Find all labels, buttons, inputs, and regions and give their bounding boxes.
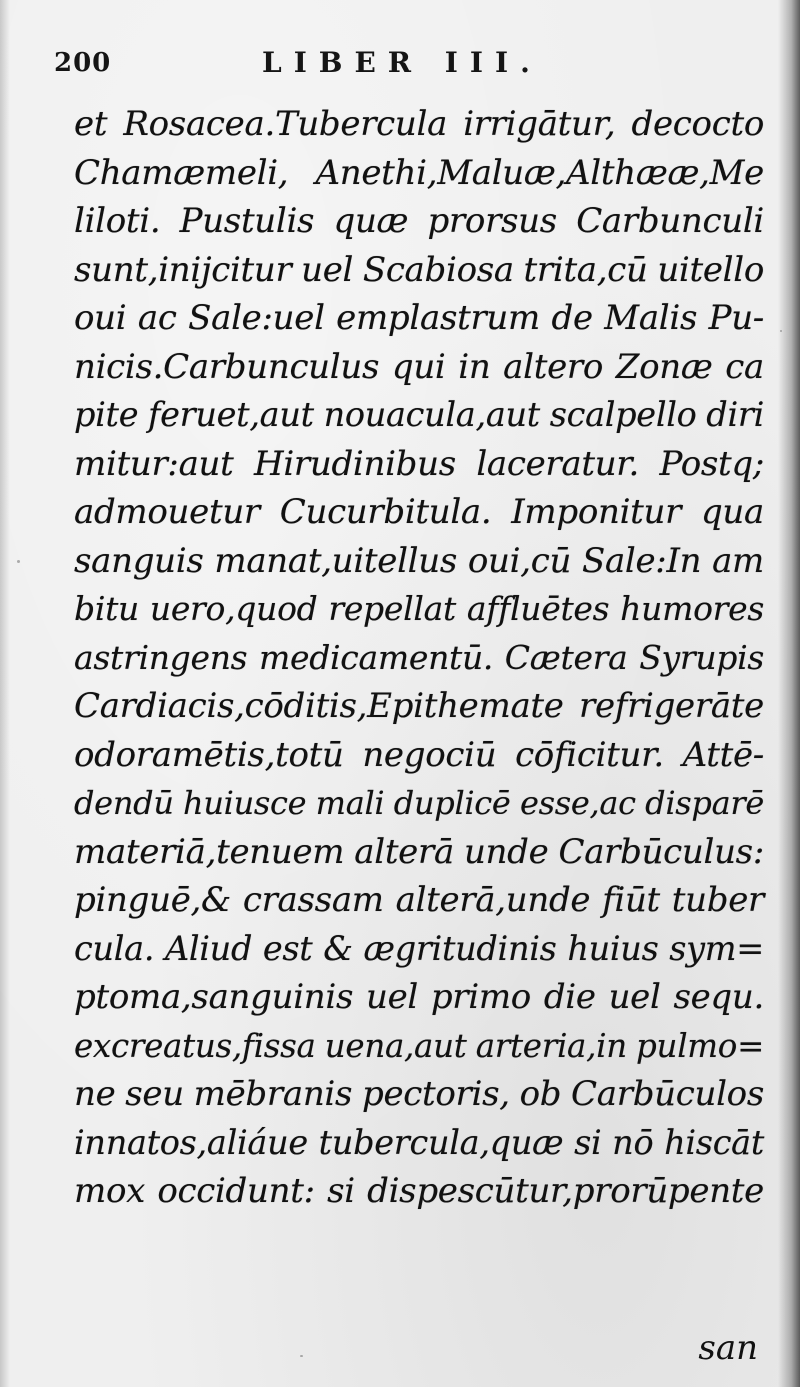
page-number: 200 <box>54 48 112 78</box>
text-block <box>74 100 764 1216</box>
text-line: nicis.Carbunculus qui in altero Zonæ ca <box>74 346 764 387</box>
text-line: pite feruet,aut nouacula,aut scalpello diri <box>74 395 764 434</box>
text-line: mitur:aut Hirudinibus laceratur. Postq; <box>74 443 764 484</box>
page-edge-shadow <box>778 0 800 1387</box>
text-line: pinguē,& crassam alterā,unde fiūt tuber <box>74 880 764 920</box>
text-line: materiā,tenuem alterā unde Carbūculus: <box>74 831 764 872</box>
paper-speck <box>17 560 20 563</box>
text-line: sunt,inijcitur uel Scabiosa trita,cū uitello <box>74 249 764 290</box>
text-line: excreatus,fissa uena,aut arteria,in pulmo= <box>74 1026 764 1065</box>
text-line: ne seu mēbranis pectoris, ob Carbūculos <box>74 1074 764 1114</box>
text-line: et Rosacea.Tubercula irrigātur, decocto <box>74 104 764 144</box>
text-line: dendū huiusce mali duplicē esse,ac disparē <box>74 784 764 822</box>
catchword: san <box>698 1328 758 1368</box>
text-line: cula. Aliud est & ægritudinis huius sym= <box>74 928 764 968</box>
text-line: liloti. Pustulis quæ prorsus Carbunculi <box>74 201 764 241</box>
text-line: Chamæmeli, Anethi,Maluæ,Althææ,Me <box>74 152 764 193</box>
text-line: bitu uero,quod repellat affluētes humores <box>74 589 764 628</box>
running-title: LIBER III. <box>262 46 542 79</box>
text-line: mox occidunt: si dispescūtur,prorūpente <box>74 1171 764 1211</box>
text-line: admouetur Cucurbitula. Imponitur qua <box>74 492 764 532</box>
text-line: ptoma,sanguinis uel primo die uel sequ. <box>74 977 764 1017</box>
text-line: Cardiacis,cōditis,Epithemate refrigerāte <box>74 686 764 726</box>
text-line: oui ac Sale:uel emplastrum de Malis Pu- <box>74 298 764 338</box>
text-line: odoramētis,totū negociū cōficitur. Attē- <box>74 734 764 775</box>
text-line: astringens medicamentū. Cætera Syrupis <box>74 637 764 677</box>
text-line: sanguis manat,uitellus oui,cū Sale:In am <box>74 540 764 581</box>
page-gutter-shadow <box>0 0 10 1387</box>
text-line: innatos,aliáue tubercula,quæ si nō hiscāt <box>74 1122 764 1162</box>
paper-speck <box>780 330 782 332</box>
running-head <box>50 46 750 86</box>
paper-speck <box>300 1355 303 1357</box>
